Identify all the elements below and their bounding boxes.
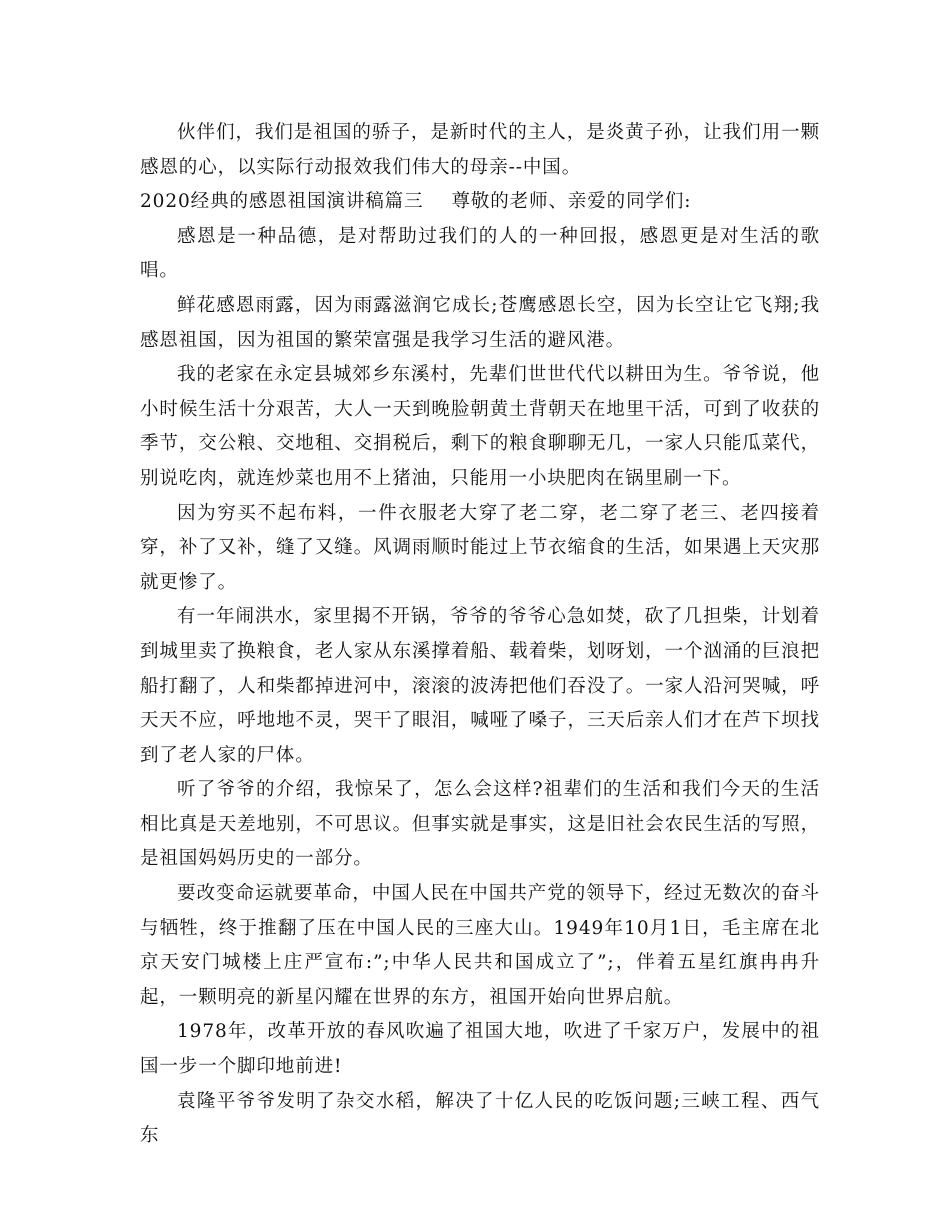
paragraph: 因为穷买不起布料，一件衣服老大穿了老二穿，老二穿了老三、老四接着穿，补了又补，缝了又缝。风调雨顺时能过上节衣缩食的生活，如果遇上天灾那就更惨了。: [140, 502, 820, 593]
paragraph: 感恩是一种品德，是对帮助过我们的人的一种回报，感恩更是对生活的歌唱。: [140, 225, 820, 282]
section-title: 2020经典的感恩祖国演讲稿篇三: [140, 191, 424, 213]
paragraph: 要改变命运就要革命，中国人民在中国共产党的领导下，经过无数次的奋斗与牺牲，终于推翻了压在中国人民的三座大山。1949年10月1日，毛主席在北京天安门城楼上庄严宣布:”;中华人民共和国成立了”;，伴着五星红旗冉冉升起，一颗明亮的新星闪耀在世界的东方，祖国开始向世界启航。: [140, 883, 820, 1008]
paragraph: 鲜花感恩雨露，因为雨露滋润它成长;苍鹰感恩长空，因为长空让它飞翔;我感恩祖国，因为祖国的繁荣富强是我学习生活的避风港。: [140, 294, 820, 351]
document-body: [140, 116, 820, 1154]
paragraph: 1978年，改革开放的春风吹遍了祖国大地，吹进了千家万户，发展中的祖国一步一个脚印地前进!: [140, 1021, 820, 1078]
section-heading-line: [140, 185, 820, 220]
paragraph: 有一年闹洪水，家里揭不开锅，爷爷的爷爷心急如焚，砍了几担柴，计划着到城里卖了换粮食，老人家从东溪撑着船、载着柴，划呀划，一个汹涌的巨浪把船打翻了，人和柴都掉进河中，滚滚的波涛把他们吞没了。一家人沿河哭喊，呼天天不应，呼地地不灵，哭干了眼泪，喊哑了嗓子，三天后亲人们才在芦下坝找到了老人家的尸体。: [140, 606, 820, 766]
paragraph: 我的老家在永定县城郊乡东溪村，先辈们世世代代以耕田为生。爷爷说，他小时候生活十分艰苦，大人一天到晚脸朝黄土背朝天在地里干活，可到了收获的季节，交公粮、交地租、交捐税后，剩下的粮食聊聊无几，一家人只能瓜菜代，别说吃肉，就连炒菜也用不上猪油，只能用一小块肥肉在锅里刷一下。: [140, 364, 820, 489]
paragraph: 伙伴们，我们是祖国的骄子，是新时代的主人，是炎黄子孙，让我们用一颗感恩的心，以实际行动报效我们伟大的母亲--中国。: [140, 122, 820, 178]
paragraph: 听了爷爷的介绍，我惊呆了，怎么会这样?祖辈们的生活和我们今天的生活相比真是天差地别，不可思议。但事实就是事实，这是旧社会农民生活的写照，是祖国妈妈历史的一部分。: [140, 779, 820, 870]
salutation: 尊敬的老师、亲爱的同学们:: [451, 191, 692, 213]
paragraph: 袁隆平爷爷发明了杂交水稻，解决了十亿人民的吃饭问题;三峡工程、西气东: [140, 1090, 820, 1147]
